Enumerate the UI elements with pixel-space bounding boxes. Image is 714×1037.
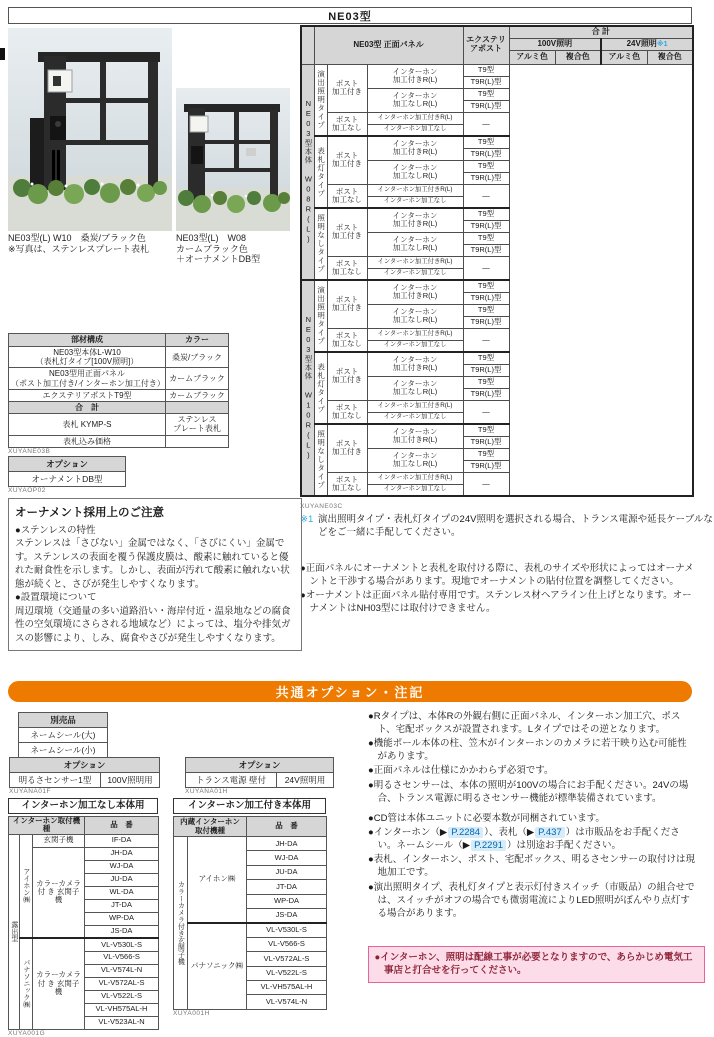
parts-color: 桑炭/ブラック xyxy=(166,347,229,368)
spec-intercom: インターホン加工付きR(L) xyxy=(367,256,463,268)
spec-intercom: インターホン加工なし xyxy=(367,340,463,352)
spec-post-without: ポスト 加工なし xyxy=(327,184,367,208)
parts-name: 表札 KYMP-S xyxy=(9,414,166,435)
spec-post-without: ポスト 加工なし xyxy=(327,112,367,136)
spec-intercom: インターホン 加工付きR(L) xyxy=(367,64,463,88)
part-number: VL-VH575AL-H xyxy=(247,980,327,994)
spec-header-total: 合 計 xyxy=(509,26,693,38)
spec-intercom: インターホン加工付きR(L) xyxy=(367,328,463,340)
part-number: IF-DA xyxy=(85,834,159,847)
spec-type-label: 表札灯タイプ xyxy=(314,352,327,424)
intercom-built-col2: 品 番 xyxy=(247,817,327,837)
part-number: JT-DA xyxy=(247,880,327,894)
parts-color xyxy=(166,401,229,413)
spec-type-label: 演出照明タイプ xyxy=(314,280,327,352)
product-photo-w08 xyxy=(176,88,290,231)
spec-exterior-post: T9型 xyxy=(463,304,509,316)
parts-name: エクステリアポストT9型 xyxy=(9,389,166,401)
spec-exterior-post: T9型 xyxy=(463,136,509,148)
footnote-1: ※1 演出照明タイプ・表札灯タイプの24V照明を選択される場合、トランス電源や延長ケーブルなどをご一緒に手配してください。 xyxy=(300,514,713,539)
product-photo-w10 xyxy=(8,28,172,231)
intercom-built-col1: 内蔵インターホン 取付機種 xyxy=(174,817,247,837)
spec-post-with: ポスト 加工付き xyxy=(327,136,367,184)
spec-exterior-post: T9R(L)型 xyxy=(463,292,509,304)
note-item: ●明るさセンサーは、本体の照明が100Vの場合にお手配ください。24Vの場合、トランス電源に明るさセンサー機能が標準装備されています。 xyxy=(368,779,689,804)
part-number: VL-V566-S xyxy=(85,951,159,964)
part-number: VL-V572AL-S xyxy=(247,952,327,966)
part-number: VL-V572AL-S xyxy=(85,977,159,990)
unit-type-label: カラーカメラ付 き 玄関子機 xyxy=(33,938,85,1029)
photo-caption-1: NE03型(L) W10 桑炭/ブラック色 ※写真は、ステンレスプレート表札 xyxy=(8,233,150,254)
part-number: VL-V566-S xyxy=(247,937,327,951)
common-notes-a xyxy=(368,710,696,806)
parts-color: ステンレス プレート表札 xyxy=(166,414,229,435)
option-use: 24V照明用 xyxy=(277,773,334,788)
table-code: XUYANA01H xyxy=(185,788,228,795)
spec-post-with: ポスト 加工付き xyxy=(327,280,367,328)
spec-exterior-post: T9型 xyxy=(463,208,509,220)
spec-type-label: 演出照明タイプ xyxy=(314,64,327,136)
part-number: VL-V523AL-N xyxy=(85,1016,159,1029)
parts-color: カームブラック xyxy=(166,368,229,389)
spec-exterior-post: T9型 xyxy=(463,160,509,172)
part-number: JH-DA xyxy=(247,837,327,851)
table-code: XUYANE03C xyxy=(300,503,343,510)
parts-color: カームブラック xyxy=(166,389,229,401)
page-link[interactable]: P.437 xyxy=(535,827,565,838)
spec-exterior-post: T9型 xyxy=(463,64,509,76)
spec-exterior-post: T9型 xyxy=(463,376,509,388)
spec-exterior-post: T9R(L)型 xyxy=(463,220,509,232)
intercom-plain-col1: インターホン取付機種 xyxy=(9,817,85,835)
spec-table xyxy=(300,25,694,497)
spec-exterior-post: — xyxy=(463,256,509,280)
notice-item-body: 周辺環境（交通量の多い道路沿い・海岸付近・温泉地などの腐食性の空気環境にさらされる地域など）によっては、塩分や排気ガスの影響により、しみ、腐食やさびが発生しやすくなります。 xyxy=(15,605,291,644)
table-code: XUYANE03B xyxy=(8,447,51,455)
spec-intercom: インターホン加工なし xyxy=(367,484,463,496)
separate-sale-table xyxy=(18,712,108,758)
spec-exterior-post: T9R(L)型 xyxy=(463,364,509,376)
part-number: WL-DA xyxy=(85,886,159,899)
spec-intercom: インターホン加工なし xyxy=(367,124,463,136)
spec-exterior-post: T9R(L)型 xyxy=(463,76,509,88)
note-item: ●正面パネルにオーナメントと表札を取付ける際に、表札のサイズや形状によってはオーナメントと干渉する場合があります。現地でオーナメントの貼付位置を調整してください。 xyxy=(300,563,694,588)
spec-exterior-post: — xyxy=(463,112,509,136)
notice-item-body: ステンレスは「さびない」金属ではなく、「さびにくい」金属です。ステンレスの表面を覆う保護皮膜は、酸素に触れていると優れた耐食性を示します。しかし、表面が汚れて酸素に触れない状態が続くと、さびが発生しやすくなります。 xyxy=(15,538,290,590)
notice-item-head: ●ステンレスの特性 xyxy=(15,525,96,536)
notice-title: オーナメント採用上のご注意 xyxy=(15,507,165,519)
part-number: VL-VH575AL-H xyxy=(85,1003,159,1016)
spec-exterior-post: T9型 xyxy=(463,448,509,460)
spec-exterior-post: T9R(L)型 xyxy=(463,172,509,184)
spec-post-without: ポスト 加工なし xyxy=(327,400,367,424)
spec-type-label: 照明なしタイプ xyxy=(314,424,327,496)
note-item: ●機能ポール本体の柱、笠木がインターホンのカメラに若干映り込む可能性があります。 xyxy=(368,738,687,763)
mount-type-label: カラーカメラ付き玄関子機 xyxy=(174,837,188,1010)
part-number: VL-V574L-N xyxy=(247,995,327,1009)
section-band: 共通オプション・注記 xyxy=(8,681,692,702)
spec-intercom: インターホン 加工付きR(L) xyxy=(367,424,463,448)
spec-intercom: インターホン 加工なしR(L) xyxy=(367,232,463,256)
part-number: WJ-DA xyxy=(247,851,327,865)
spec-exterior-post: T9R(L)型 xyxy=(463,316,509,328)
intercom-plain-table xyxy=(8,816,159,1030)
spec-intercom: インターホン加工なし xyxy=(367,196,463,208)
note-item: ●オーナメントは正面パネル貼付専用です。ステンレス材ヘアライン仕上げとなります。オーナメントはNH03型には取付けできません。 xyxy=(300,590,692,615)
spec-intercom: インターホン加工付きR(L) xyxy=(367,472,463,484)
spec-type-label: 照明なしタイプ xyxy=(314,208,327,280)
option-name: トランス電源 壁付 xyxy=(186,773,277,788)
note-item: ●CD管は本体ユニットに必要本数が同梱されています。 xyxy=(368,813,605,824)
intercom-plain-col2: 品 番 xyxy=(85,817,159,835)
spec-exterior-post: T9型 xyxy=(463,88,509,100)
spec-header-panel: NE03型 正面パネル xyxy=(314,26,463,64)
maker-label: パナソニック㈱ xyxy=(20,938,33,1029)
part-number: WP-DA xyxy=(85,912,159,925)
parts-header-color: カラー xyxy=(166,334,229,347)
spec-exterior-post: T9型 xyxy=(463,424,509,436)
spec-price-area xyxy=(509,64,693,496)
part-number: WJ-DA xyxy=(85,860,159,873)
spec-type-label: 表札灯タイプ xyxy=(314,136,327,208)
spec-exterior-post: T9型 xyxy=(463,352,509,364)
spec-body-label: NE03型本体 W10R(L) xyxy=(301,280,314,496)
part-number: VL-V522L-S xyxy=(85,990,159,1003)
parts-name: 表札込み価格 xyxy=(9,435,166,447)
part-number: VL-V530L-S xyxy=(85,938,159,951)
spec-exterior-post: T9R(L)型 xyxy=(463,460,509,472)
intercom-plain-wrap xyxy=(8,798,158,1037)
spec-exterior-post: T9R(L)型 xyxy=(463,244,509,256)
parts-name: NE03型本体L-W10 （表札灯タイプ[100V照明]） xyxy=(9,347,166,368)
spec-post-without: ポスト 加工なし xyxy=(327,472,367,496)
spec-intercom: インターホン 加工なしR(L) xyxy=(367,304,463,328)
ornament-option-table xyxy=(8,456,126,487)
spec-post-with: ポスト 加工付き xyxy=(327,352,367,400)
footnote-mark: ※1 xyxy=(300,514,314,525)
note-item: ●インターホン（▶ P.2284 ）、表札（▶ P.437 ）は市販品をお手配ください。ネームシール（▶ P.2291 ）は別途お手配ください。 xyxy=(368,827,680,852)
page-edge-tab xyxy=(0,48,5,60)
spec-body-label: NE03型本体 W08R(L) xyxy=(301,64,314,280)
spec-intercom: インターホン加工なし xyxy=(367,412,463,424)
wiring-warning-box: ●インターホン、照明は配線工事が必要となりますので、あらかじめ電気工事店と打合せを行ってください。 xyxy=(368,946,705,983)
spec-post-with: ポスト 加工付き xyxy=(327,208,367,256)
spec-intercom: インターホン加工付きR(L) xyxy=(367,184,463,196)
part-number: JS-DA xyxy=(247,908,327,922)
spec-table-wrap xyxy=(300,25,694,497)
spec-exterior-post: — xyxy=(463,472,509,496)
spec-header-color: アルミ色 xyxy=(601,50,647,64)
page-link[interactable]: P.2284 xyxy=(448,827,483,838)
spec-exterior-post: — xyxy=(463,400,509,424)
spec-intercom: インターホン 加工なしR(L) xyxy=(367,376,463,400)
spec-header-post: エクステリアポスト xyxy=(463,26,509,64)
part-number: VL-V530L-S xyxy=(247,923,327,937)
parts-color xyxy=(166,435,229,447)
spec-corner xyxy=(301,26,314,64)
spec-exterior-post: T9R(L)型 xyxy=(463,100,509,112)
option-header: オプション xyxy=(10,758,160,773)
spec-header-color: アルミ色 xyxy=(509,50,555,64)
intercom-built-table xyxy=(173,816,327,1010)
notice-item-head: ●設置環境について xyxy=(15,592,97,604)
spec-header-color: 複合色 xyxy=(647,50,693,64)
part-number: VL-V574L-N xyxy=(85,964,159,977)
spec-post-with: ポスト 加工付き xyxy=(327,424,367,472)
part-number: WP-DA xyxy=(247,894,327,908)
table-code: XUYAOP02 xyxy=(8,487,46,494)
separate-sale-row: ネームシール(小) xyxy=(19,743,108,758)
note-item: ●正面パネルは仕様にかかわらず必須です。 xyxy=(368,765,554,777)
ornament-notes xyxy=(300,562,698,616)
intercom-built-title: インターホン加工付き本体用 xyxy=(173,798,326,814)
photo-caption-2: NE03型(L) W08 カームブラック色 ＋オーナメントDB型 xyxy=(176,233,261,265)
spec-exterior-post: T9R(L)型 xyxy=(463,148,509,160)
parts-name: 合 計 xyxy=(9,401,166,413)
part-number: JT-DA xyxy=(85,899,159,912)
option-header: オプション xyxy=(9,457,126,472)
parts-table xyxy=(8,333,229,448)
maker-label: パナソニック㈱ xyxy=(188,923,247,1009)
ornament-notice-box xyxy=(8,498,302,651)
spec-header-color: 複合色 xyxy=(555,50,601,64)
unit-type-label: 玄関子機 xyxy=(33,834,85,847)
spec-exterior-post: — xyxy=(463,328,509,352)
spec-exterior-post: T9R(L)型 xyxy=(463,388,509,400)
table-code: XUYANA01F xyxy=(9,788,51,795)
mount-type-label: 露出型 xyxy=(9,834,20,1029)
parts-name: NE03型用正面パネル （ポスト加工付き/インターホン加工付き） xyxy=(9,368,166,389)
page-title: NE03型 xyxy=(8,7,692,24)
note-ref-1: ※1 xyxy=(656,40,668,48)
maker-label: アイホン㈱ xyxy=(188,837,247,923)
spec-intercom: インターホン 加工付きR(L) xyxy=(367,280,463,304)
separate-sale-header: 別売品 xyxy=(19,713,108,728)
parts-table-wrap xyxy=(8,333,229,455)
spec-intercom: インターホン加工付きR(L) xyxy=(367,112,463,124)
spec-intercom: インターホン加工付きR(L) xyxy=(367,400,463,412)
note-item: ●演出照明タイプ、表札灯タイプと表示灯付きスイッチ（市販品）の組合せでは、スイッチがオフの場合でも微弱電流によりLED照明がぼんやり点灯する場合があります。 xyxy=(368,881,695,919)
spec-post-without: ポスト 加工なし xyxy=(327,328,367,352)
table-code: XUYA001H xyxy=(173,1009,210,1017)
part-number: JU-DA xyxy=(85,873,159,886)
option-sensor-wrap xyxy=(9,757,160,795)
option-use: 100V照明用 xyxy=(101,773,160,788)
note-item: ●表札、インターホン、ポスト、宅配ボックス、明るさセンサーの取付けは現地加工です。 xyxy=(368,854,695,879)
intercom-built-wrap xyxy=(173,798,326,1017)
spec-intercom: インターホン 加工なしR(L) xyxy=(367,448,463,472)
option-trans-wrap xyxy=(185,757,334,795)
spec-intercom: インターホン 加工なしR(L) xyxy=(367,160,463,184)
spec-intercom: インターホン 加工なしR(L) xyxy=(367,88,463,112)
spec-exterior-post: T9R(L)型 xyxy=(463,436,509,448)
spec-intercom: インターホン加工なし xyxy=(367,268,463,280)
spec-exterior-post: T9型 xyxy=(463,232,509,244)
separate-sale-row: ネームシール(大) xyxy=(19,728,108,743)
maker-label: アイホン㈱ xyxy=(20,834,33,938)
intercom-plain-title: インターホン加工なし本体用 xyxy=(8,798,158,814)
ornament-option-wrap xyxy=(8,456,126,494)
spec-intercom: インターホン 加工付きR(L) xyxy=(367,208,463,232)
option-header: オプション xyxy=(186,758,334,773)
part-number: JH-DA xyxy=(85,847,159,860)
spec-header-100v: 100V照明 xyxy=(509,38,601,50)
spec-post-with: ポスト 加工付き xyxy=(327,64,367,112)
spec-exterior-post: — xyxy=(463,184,509,208)
unit-type-label: カラーカメラ付 き 玄関子機 xyxy=(33,847,85,938)
spec-header-24v: 24V照明※1 xyxy=(601,38,693,50)
page-link[interactable]: P.2291 xyxy=(471,840,506,851)
part-number: VL-V522L-S xyxy=(247,966,327,980)
part-number: JU-DA xyxy=(247,865,327,879)
spec-intercom: インターホン 加工付きR(L) xyxy=(367,352,463,376)
common-notes-b xyxy=(368,812,696,921)
part-number: JS-DA xyxy=(85,925,159,938)
option-row: オーナメントDB型 xyxy=(9,472,126,487)
note-item: ●Rタイプは、本体Rの外観右側に正面パネル、インターホン加工穴、ポスト、宅配ボックスが設置されます。Lタイプではその逆となります。 xyxy=(368,711,681,736)
table-code: XUYA001G xyxy=(8,1029,46,1037)
option-trans-table xyxy=(185,757,334,788)
option-sensor-table xyxy=(9,757,160,788)
spec-exterior-post: T9型 xyxy=(463,280,509,292)
spec-intercom: インターホン 加工付きR(L) xyxy=(367,136,463,160)
option-name: 明るさセンサー1型 xyxy=(10,773,101,788)
spec-post-without: ポスト 加工なし xyxy=(327,256,367,280)
parts-header-name: 部材構成 xyxy=(9,334,166,347)
